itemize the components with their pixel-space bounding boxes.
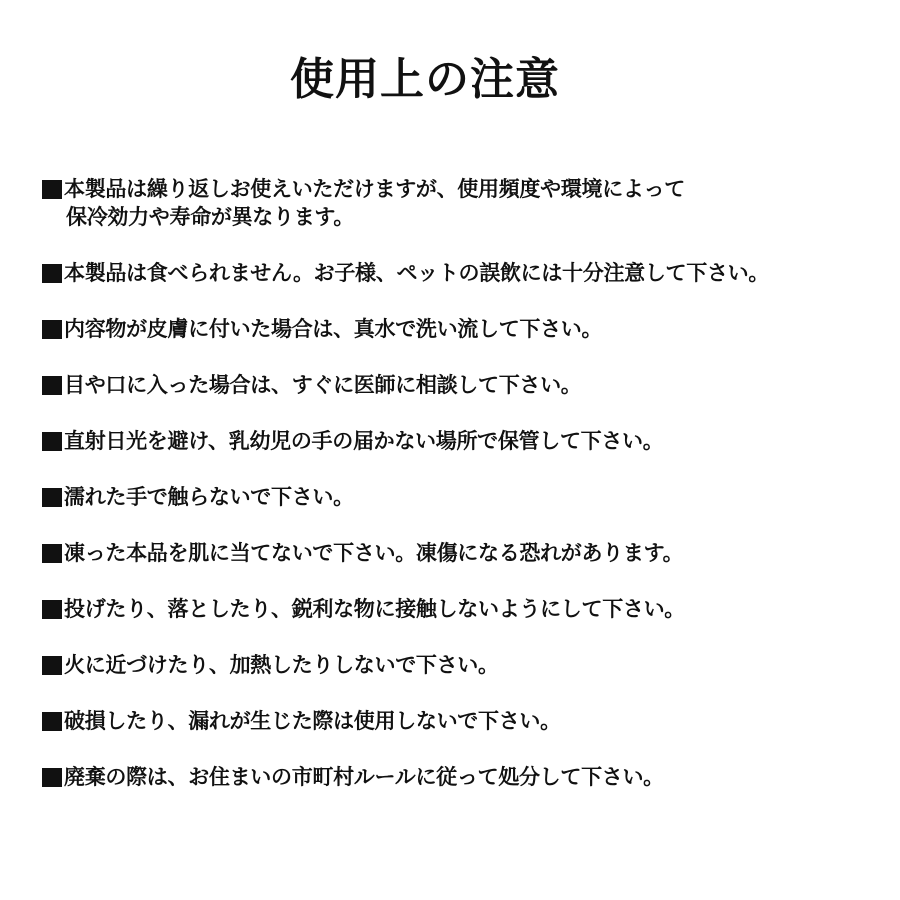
note-text [64, 259, 769, 287]
square-bullet-icon [42, 600, 62, 619]
note-text [64, 707, 561, 735]
list-item [42, 483, 882, 511]
note-text [64, 427, 663, 455]
note-line: 破損したり、漏れが生じた際は使用しないで下さい。 [64, 709, 561, 733]
note-line: 本製品は繰り返しお使えいただけますが、使用頻度や環境によって [64, 177, 685, 201]
list-item [42, 371, 882, 399]
list-item [42, 651, 882, 679]
list-item [42, 539, 882, 567]
square-bullet-icon [42, 768, 62, 787]
square-bullet-icon [42, 656, 62, 675]
list-item [42, 763, 882, 791]
square-bullet-icon [42, 376, 62, 395]
list-item [42, 175, 882, 231]
note-line: 本製品は食べられません。お子様、ペットの誤飲には十分注意して下さい。 [64, 261, 770, 285]
note-line: 凍った本品を肌に当てないで下さい。凍傷になる恐れがあります。 [64, 541, 684, 565]
square-bullet-icon [42, 180, 62, 199]
square-bullet-icon [42, 432, 62, 451]
note-line: 火に近づけたり、加熱したりしないで下さい。 [64, 653, 499, 677]
note-text [64, 651, 499, 679]
list-item [42, 595, 882, 623]
note-line: 保冷効力や寿命が異なります。 [66, 205, 355, 229]
list-item [42, 315, 882, 343]
note-text [64, 539, 683, 567]
note-text [64, 315, 602, 343]
note-line: 濡れた手で触らないで下さい。 [64, 485, 354, 509]
note-line: 内容物が皮膚に付いた場合は、真水で洗い流して下さい。 [64, 317, 603, 341]
square-bullet-icon [42, 544, 62, 563]
note-text [64, 483, 354, 511]
note-text [64, 763, 664, 791]
list-item [42, 707, 882, 735]
note-text [64, 175, 685, 231]
caution-list [42, 175, 882, 819]
list-item [42, 427, 882, 455]
note-line: 投げたり、落としたり、鋭利な物に接触しないようにして下さい。 [64, 597, 685, 621]
square-bullet-icon [42, 320, 62, 339]
square-bullet-icon [42, 264, 62, 283]
note-line: 目や口に入った場合は、すぐに医師に相談して下さい。 [64, 373, 582, 397]
note-text [64, 595, 685, 623]
list-item [42, 259, 882, 287]
page-title: 使用上の注意 [290, 54, 560, 105]
note-text [64, 371, 582, 399]
note-line: 廃棄の際は、お住まいの市町村ルールに従って処分して下さい。 [64, 765, 664, 789]
note-line: 直射日光を避け、乳幼児の手の届かない場所で保管して下さい。 [64, 429, 664, 453]
square-bullet-icon [42, 488, 62, 507]
square-bullet-icon [42, 712, 62, 731]
